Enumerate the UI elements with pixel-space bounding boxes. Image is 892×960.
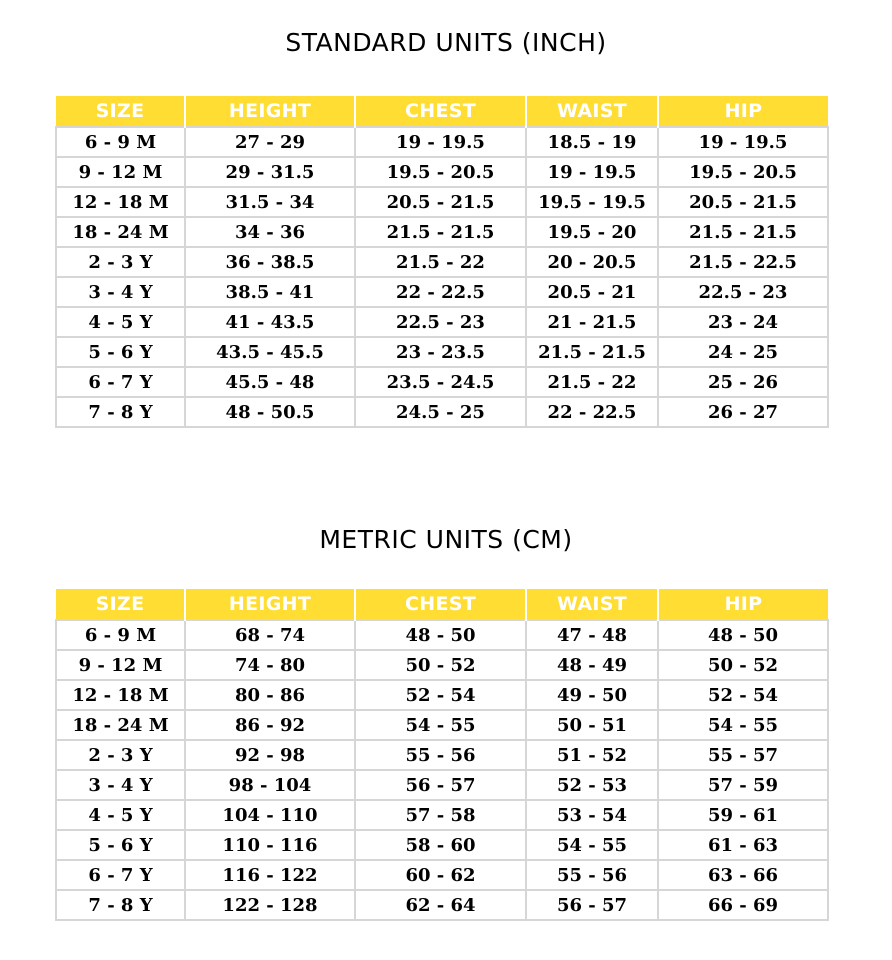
column-header-height: HEIGHT [185, 589, 355, 620]
cell-size: 3 - 4 Y [56, 770, 185, 800]
cell-height: 74 - 80 [185, 650, 355, 680]
cell-height: 36 - 38.5 [185, 247, 355, 277]
cell-waist: 21 - 21.5 [526, 307, 658, 337]
cell-size: 2 - 3 Y [56, 740, 185, 770]
cell-size: 5 - 6 Y [56, 337, 185, 367]
cell-height: 38.5 - 41 [185, 277, 355, 307]
cell-waist: 19.5 - 19.5 [526, 187, 658, 217]
column-header-waist: WAIST [526, 589, 658, 620]
table-row [56, 337, 828, 367]
column-header-size: SIZE [56, 589, 185, 620]
cell-size: 12 - 18 M [56, 187, 185, 217]
cell-chest: 55 - 56 [355, 740, 526, 770]
cell-waist: 19.5 - 20 [526, 217, 658, 247]
table-row [56, 680, 828, 710]
cell-hip: 23 - 24 [658, 307, 828, 337]
table-row [56, 620, 828, 650]
cell-size: 6 - 9 M [56, 620, 185, 650]
standard-header-row [56, 96, 828, 127]
cell-hip: 19 - 19.5 [658, 127, 828, 157]
standard-table-header [56, 96, 828, 127]
cell-hip: 26 - 27 [658, 397, 828, 427]
cell-chest: 60 - 62 [355, 860, 526, 890]
cell-hip: 63 - 66 [658, 860, 828, 890]
cell-size: 6 - 9 M [56, 127, 185, 157]
cell-waist: 51 - 52 [526, 740, 658, 770]
cell-waist: 53 - 54 [526, 800, 658, 830]
cell-chest: 19 - 19.5 [355, 127, 526, 157]
cell-chest: 24.5 - 25 [355, 397, 526, 427]
table-row [56, 397, 828, 427]
cell-chest: 22.5 - 23 [355, 307, 526, 337]
cell-size: 2 - 3 Y [56, 247, 185, 277]
cell-waist: 20.5 - 21 [526, 277, 658, 307]
cell-size: 9 - 12 M [56, 157, 185, 187]
cell-chest: 58 - 60 [355, 830, 526, 860]
cell-chest: 50 - 52 [355, 650, 526, 680]
table-row [56, 830, 828, 860]
cell-size: 7 - 8 Y [56, 397, 185, 427]
cell-waist: 48 - 49 [526, 650, 658, 680]
cell-chest: 19.5 - 20.5 [355, 157, 526, 187]
table-row [56, 650, 828, 680]
cell-height: 68 - 74 [185, 620, 355, 650]
cell-hip: 57 - 59 [658, 770, 828, 800]
cell-hip: 59 - 61 [658, 800, 828, 830]
cell-waist: 21.5 - 22 [526, 367, 658, 397]
cell-height: 80 - 86 [185, 680, 355, 710]
cell-hip: 25 - 26 [658, 367, 828, 397]
cell-chest: 21.5 - 22 [355, 247, 526, 277]
table-row [56, 740, 828, 770]
standard-size-table [55, 96, 829, 428]
column-header-chest: CHEST [355, 96, 526, 127]
cell-waist: 52 - 53 [526, 770, 658, 800]
cell-waist: 47 - 48 [526, 620, 658, 650]
cell-size: 9 - 12 M [56, 650, 185, 680]
cell-waist: 20 - 20.5 [526, 247, 658, 277]
cell-hip: 50 - 52 [658, 650, 828, 680]
column-header-size: SIZE [56, 96, 185, 127]
cell-size: 12 - 18 M [56, 680, 185, 710]
cell-waist: 18.5 - 19 [526, 127, 658, 157]
cell-chest: 23.5 - 24.5 [355, 367, 526, 397]
cell-size: 3 - 4 Y [56, 277, 185, 307]
table-row [56, 157, 828, 187]
cell-waist: 54 - 55 [526, 830, 658, 860]
cell-chest: 54 - 55 [355, 710, 526, 740]
cell-waist: 56 - 57 [526, 890, 658, 920]
cell-chest: 20.5 - 21.5 [355, 187, 526, 217]
cell-size: 7 - 8 Y [56, 890, 185, 920]
table-row [56, 890, 828, 920]
cell-waist: 50 - 51 [526, 710, 658, 740]
cell-chest: 22 - 22.5 [355, 277, 526, 307]
table-row [56, 307, 828, 337]
cell-size: 4 - 5 Y [56, 800, 185, 830]
table-row [56, 770, 828, 800]
cell-height: 27 - 29 [185, 127, 355, 157]
cell-height: 43.5 - 45.5 [185, 337, 355, 367]
cell-chest: 23 - 23.5 [355, 337, 526, 367]
cell-chest: 62 - 64 [355, 890, 526, 920]
metric-header-row [56, 589, 828, 620]
cell-hip: 20.5 - 21.5 [658, 187, 828, 217]
cell-hip: 19.5 - 20.5 [658, 157, 828, 187]
cell-height: 45.5 - 48 [185, 367, 355, 397]
column-header-hip: HIP [658, 589, 828, 620]
cell-height: 31.5 - 34 [185, 187, 355, 217]
cell-hip: 61 - 63 [658, 830, 828, 860]
column-header-chest: CHEST [355, 589, 526, 620]
cell-height: 86 - 92 [185, 710, 355, 740]
cell-hip: 21.5 - 21.5 [658, 217, 828, 247]
column-header-hip: HIP [658, 96, 828, 127]
cell-height: 110 - 116 [185, 830, 355, 860]
cell-height: 41 - 43.5 [185, 307, 355, 337]
cell-waist: 19 - 19.5 [526, 157, 658, 187]
standard-table-body [56, 127, 828, 427]
cell-hip: 21.5 - 22.5 [658, 247, 828, 277]
table-row [56, 800, 828, 830]
cell-chest: 48 - 50 [355, 620, 526, 650]
table-row [56, 860, 828, 890]
cell-chest: 56 - 57 [355, 770, 526, 800]
table-row [56, 127, 828, 157]
cell-height: 48 - 50.5 [185, 397, 355, 427]
cell-size: 5 - 6 Y [56, 830, 185, 860]
cell-height: 104 - 110 [185, 800, 355, 830]
cell-height: 98 - 104 [185, 770, 355, 800]
cell-height: 92 - 98 [185, 740, 355, 770]
cell-hip: 24 - 25 [658, 337, 828, 367]
cell-hip: 66 - 69 [658, 890, 828, 920]
table-row [56, 710, 828, 740]
cell-chest: 57 - 58 [355, 800, 526, 830]
cell-size: 6 - 7 Y [56, 860, 185, 890]
table-row [56, 367, 828, 397]
table-row [56, 187, 828, 217]
cell-chest: 21.5 - 21.5 [355, 217, 526, 247]
cell-hip: 55 - 57 [658, 740, 828, 770]
cell-chest: 52 - 54 [355, 680, 526, 710]
metric-table-header [56, 589, 828, 620]
cell-hip: 22.5 - 23 [658, 277, 828, 307]
standard-units-title: STANDARD UNITS (INCH) [285, 28, 607, 57]
cell-size: 4 - 5 Y [56, 307, 185, 337]
table-row [56, 217, 828, 247]
cell-waist: 55 - 56 [526, 860, 658, 890]
cell-size: 18 - 24 M [56, 217, 185, 247]
cell-size: 6 - 7 Y [56, 367, 185, 397]
metric-units-title: METRIC UNITS (CM) [319, 525, 573, 554]
cell-size: 18 - 24 M [56, 710, 185, 740]
cell-hip: 52 - 54 [658, 680, 828, 710]
cell-waist: 21.5 - 21.5 [526, 337, 658, 367]
cell-height: 29 - 31.5 [185, 157, 355, 187]
cell-height: 122 - 128 [185, 890, 355, 920]
cell-hip: 54 - 55 [658, 710, 828, 740]
cell-hip: 48 - 50 [658, 620, 828, 650]
cell-waist: 49 - 50 [526, 680, 658, 710]
cell-waist: 22 - 22.5 [526, 397, 658, 427]
column-header-waist: WAIST [526, 96, 658, 127]
metric-table-body [56, 620, 828, 920]
table-row [56, 277, 828, 307]
cell-height: 116 - 122 [185, 860, 355, 890]
column-header-height: HEIGHT [185, 96, 355, 127]
cell-height: 34 - 36 [185, 217, 355, 247]
metric-size-table [55, 589, 829, 921]
table-row [56, 247, 828, 277]
